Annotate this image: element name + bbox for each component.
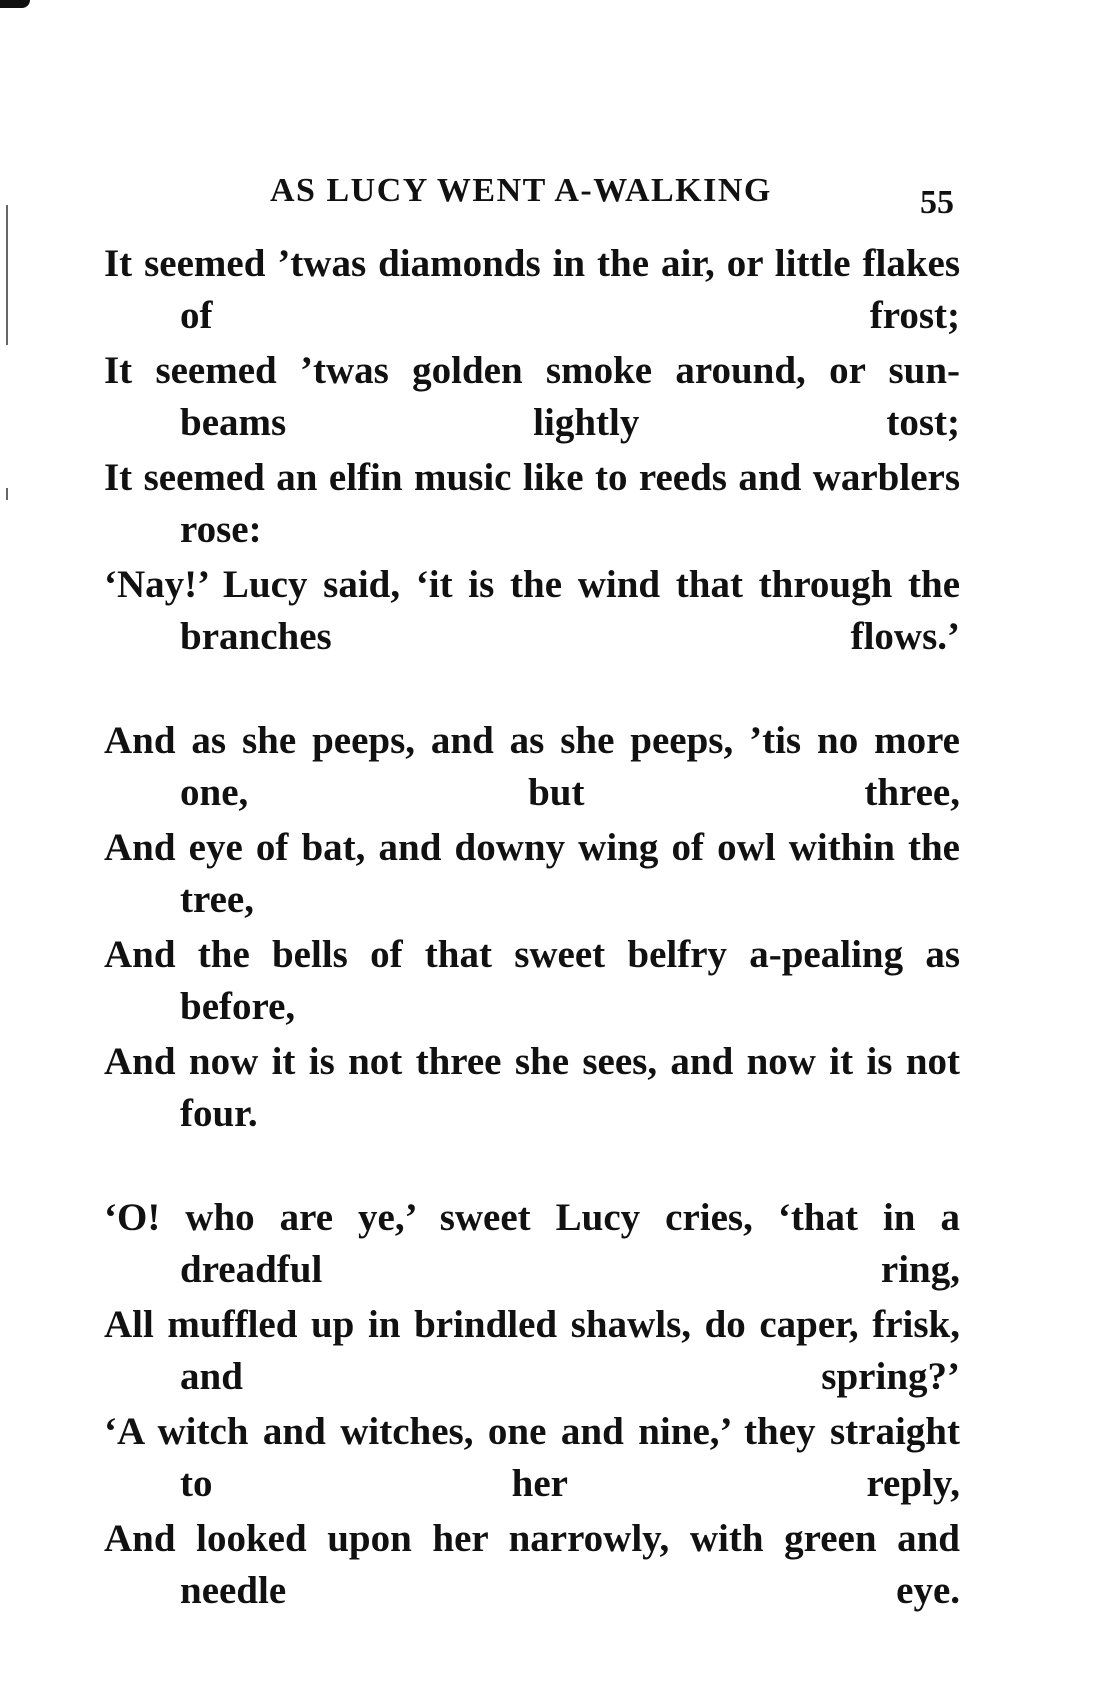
page-header [0, 172, 1120, 222]
verse-line: All muffled up in brindled shawls, do caper, frisk, and spring?’ [104, 1303, 960, 1398]
verse-line: And the bells of that sweet belfry a-pealing as before, [104, 933, 960, 1028]
running-title: AS LUCY WENT A-WALKING [270, 172, 772, 209]
verse-line: ‘O! who are ye,’ sweet Lucy cries, ‘that in a dreadful ring, [104, 1196, 960, 1291]
stanza [104, 715, 960, 1140]
page-number: 55 [920, 184, 954, 221]
scan-edge-mark [6, 488, 8, 500]
verse-line: And eye of bat, and downy wing of owl within the tree, [104, 826, 960, 921]
verse-line: And as she peeps, and as she peeps, ’tis no more one, but three, [104, 719, 960, 814]
poem-body [104, 238, 960, 1669]
verse-line: It seemed ’twas diamonds in the air, or little flakes of frost; [104, 242, 960, 337]
stanza [104, 238, 960, 663]
scan-corner-mark [0, 0, 30, 8]
verse-line: And looked upon her narrowly, with green and needle eye. [104, 1517, 960, 1612]
verse-line: ‘A witch and witches, one and nine,’ they straight to her reply, [104, 1410, 960, 1505]
verse-line: ‘Nay!’ Lucy said, ‘it is the wind that through the branches flows.’ [104, 563, 960, 658]
stanza [104, 1192, 960, 1617]
verse-line: It seemed an elfin music like to reeds and warblers rose: [104, 456, 960, 551]
verse-line: And now it is not three she sees, and now it is not four. [104, 1040, 960, 1135]
scan-edge-mark [6, 205, 8, 345]
verse-line: It seemed ’twas golden smoke around, or sun-beams lightly tost; [104, 349, 960, 444]
